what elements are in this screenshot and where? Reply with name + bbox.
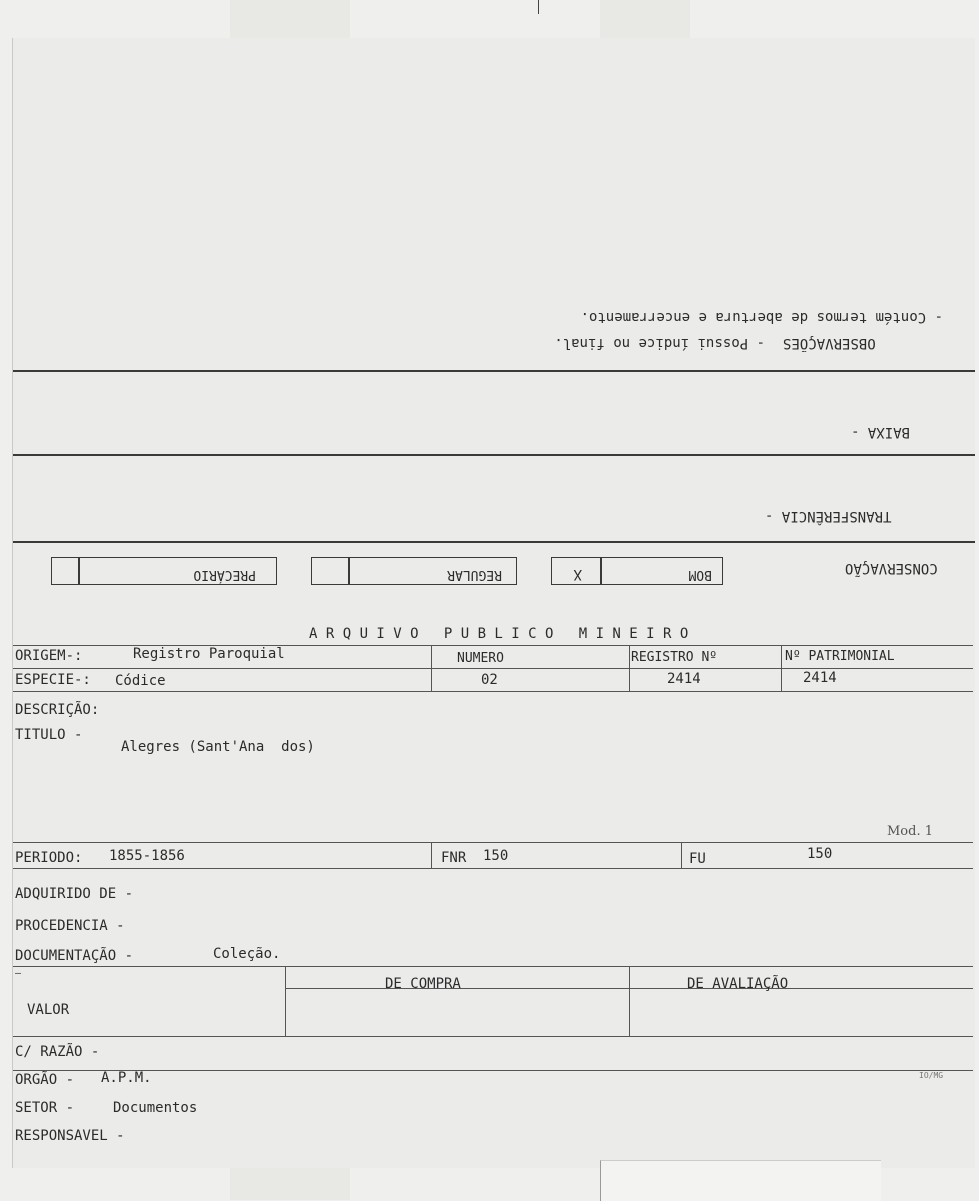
titulo-value: Alegres (Sant'Ana dos) bbox=[121, 739, 315, 755]
mod-label: Mod. 1 bbox=[887, 824, 933, 839]
periodo-col-divider bbox=[431, 842, 432, 868]
descricao-label: DESCRIÇÃO: bbox=[15, 702, 100, 718]
periodo-value: 1855-1856 bbox=[109, 848, 185, 864]
observacoes-line1: - Possui índice no final. bbox=[554, 335, 765, 351]
procedencia-label: PROCEDENCIA - bbox=[15, 918, 125, 934]
grid-bottom-line bbox=[13, 691, 973, 692]
fnr-value: 150 bbox=[483, 848, 509, 864]
de-compra-label: DE COMPRA bbox=[385, 976, 461, 992]
origem-label: ORIGEM-: bbox=[15, 648, 83, 664]
numero-value: 02 bbox=[481, 672, 498, 688]
box-divider bbox=[79, 558, 81, 584]
grid-mid-line bbox=[13, 668, 973, 669]
stamp-text: IO/MG bbox=[919, 1071, 944, 1080]
top-tick-mark bbox=[538, 0, 539, 14]
bom-label: BOM bbox=[688, 567, 712, 582]
baixa-label: BAIXA - bbox=[851, 424, 911, 440]
numero-label: NUMERO bbox=[457, 651, 504, 666]
conservacao-label: CONSERVAÇÃO bbox=[845, 560, 938, 576]
de-avaliacao-label: DE AVALIAÇÃO bbox=[687, 976, 789, 992]
box-divider bbox=[349, 558, 351, 584]
origem-value: Registro Paroquial bbox=[133, 646, 285, 662]
divider-observacoes bbox=[13, 370, 975, 372]
patrimonial-label: Nº PATRIMONIAL bbox=[785, 649, 895, 664]
especie-label: ESPECIE-: bbox=[15, 672, 91, 688]
grid-col-divider bbox=[431, 645, 432, 691]
grid-col-divider bbox=[781, 645, 782, 691]
conservacao-bom-box bbox=[551, 557, 723, 585]
periodo-label: PERIODO: bbox=[15, 850, 83, 866]
adquirido-label: ADQUIRIDO DE - bbox=[15, 886, 134, 902]
titulo-label: TITULO - bbox=[15, 727, 83, 743]
precario-label: PRECÁRIO bbox=[193, 567, 256, 582]
valor-top-line bbox=[13, 966, 973, 967]
orgao-label: ORGÃO - bbox=[15, 1072, 75, 1088]
razao-line bbox=[13, 1070, 973, 1071]
bottom-tab bbox=[600, 1160, 881, 1201]
documentacao-label: DOCUMENTAÇÃO - bbox=[15, 948, 134, 964]
fu-label: FU bbox=[689, 851, 706, 867]
periodo-col-divider bbox=[681, 842, 682, 868]
orgao-value: A.P.M. bbox=[101, 1070, 152, 1086]
regular-label: REGULAR bbox=[447, 567, 502, 582]
fu-value: 150 bbox=[807, 846, 833, 862]
valor-col-divider bbox=[285, 966, 286, 1036]
registro-value: 2414 bbox=[667, 671, 701, 687]
valor-bottom-line bbox=[13, 1036, 973, 1037]
catalog-card bbox=[12, 38, 975, 1168]
razao-label: C/ RAZÃO - bbox=[15, 1044, 100, 1060]
institution-name: A R Q U I V O P U B L I C O M I N E I R O bbox=[309, 626, 689, 642]
especie-value: Códice bbox=[115, 673, 166, 689]
periodo-top-line bbox=[13, 842, 973, 843]
valor-col-divider bbox=[629, 966, 630, 1036]
documentacao-value: Coleção. bbox=[213, 946, 281, 962]
responsavel-label: RESPONSAVEL - bbox=[15, 1128, 125, 1144]
box-divider bbox=[601, 558, 603, 584]
divider-transferencia bbox=[13, 541, 975, 543]
transferencia-label: TRANSFERÊNCIA - bbox=[765, 508, 892, 524]
patrimonial-value: 2414 bbox=[803, 670, 837, 686]
fnr-label: FNR bbox=[441, 850, 467, 866]
observacoes-line2: - Contém termos de abertura e encerramento. bbox=[580, 309, 943, 325]
grid-col-divider bbox=[629, 645, 630, 691]
valor-tick: — bbox=[15, 968, 22, 979]
bom-mark: X bbox=[573, 566, 582, 582]
conservacao-precario-box bbox=[51, 557, 277, 585]
valor-label: VALOR bbox=[27, 1002, 70, 1018]
setor-value: Documentos bbox=[113, 1100, 198, 1116]
setor-label: SETOR - bbox=[15, 1100, 75, 1116]
registro-label: REGISTRO Nº bbox=[631, 650, 718, 665]
conservacao-regular-box bbox=[311, 557, 517, 585]
observacoes-label: OBSERVAÇÕES bbox=[783, 335, 876, 351]
divider-baixa bbox=[13, 454, 975, 456]
periodo-bottom-line bbox=[13, 868, 973, 869]
